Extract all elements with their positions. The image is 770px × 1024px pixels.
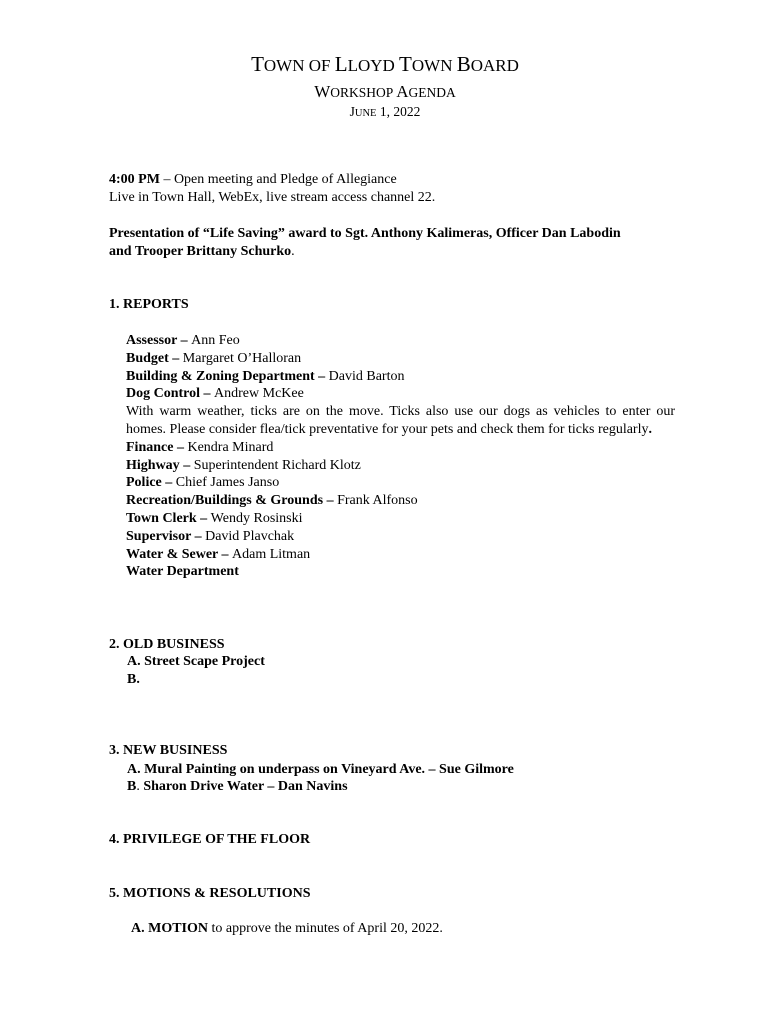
opening-location: Live in Town Hall, WebEx, live stream access channel 22. [109,190,436,205]
reports-list [126,332,675,581]
new-business-item-b: B. Sharon Drive Water – Dan Navins [127,779,348,794]
report-label: Finance [126,439,174,455]
opening-time: 4:00 PM [109,172,160,187]
report-person: Adam Litman [232,546,311,562]
presentation-section: Presentation of “Life Saving” award to Sgt. Anthony Kalimeras, Officer Dan Labodin and Trooper Brittany Schurko. [109,226,621,259]
report-item: Water & Sewer – Adam Litman [126,546,311,562]
report-label: Water & Sewer [126,546,219,562]
report-person: David Plavchak [205,528,295,544]
reports-heading: 1. REPORTS [109,297,189,312]
document-subtitle: WORKSHOP AGENDA [314,82,456,101]
report-label: Budget [126,350,169,366]
report-person: Kendra Minard [187,439,274,455]
report-label: Supervisor [126,528,192,544]
report-label: Police [126,475,162,491]
report-person: Andrew McKee [214,386,304,402]
new-business-item-a: A. Mural Painting on underpass on Vineyard Ave. – Sue Gilmore [127,762,514,777]
report-person: Superintendent Richard Klotz [193,457,361,473]
dog-control-note: With warm weather, ticks are on the move. Ticks also use our dogs as vehicles to enter our homes. Please consider flea/tick preventative for your pets and check them for ticks regularly. [126,404,675,437]
report-label: Water Department [126,564,239,580]
report-item: Highway – Superintendent Richard Klotz [126,457,361,473]
document-date: JUNE 1, 2022 [349,104,421,119]
report-item: Assessor – Ann Feo [126,333,240,348]
motions-heading: 5. MOTIONS & RESOLUTIONS [109,886,311,901]
report-item: Dog Control – Andrew McKee [126,386,304,402]
report-label: Town Clerk [126,510,197,526]
report-label: Building & Zoning Department [126,368,315,384]
opening-text: Open meeting and Pledge of Allegiance [173,172,397,187]
privilege-heading: 4. PRIVILEGE OF THE FLOOR [109,832,311,847]
report-person: David Barton [328,368,405,384]
report-item: Finance – Kendra Minard [126,439,274,455]
report-person: Frank Alfonso [337,493,418,509]
report-person: Wendy Rosinski [210,510,303,526]
report-item [126,563,675,581]
report-label: Highway [126,457,180,473]
report-label: Assessor [126,333,178,348]
report-item: Building & Zoning Department – David Barton [126,368,405,384]
old-business-item-a: A. Street Scape Project [127,654,265,669]
report-person: Chief James Janso [175,475,280,491]
old-business-heading: 2. OLD BUSINESS [109,637,225,652]
report-item: Supervisor – David Plavchak [126,528,295,544]
new-business-heading: 3. NEW BUSINESS [109,743,228,758]
report-label: Recreation/Buildings & Grounds [126,493,324,509]
report-item: Recreation/Buildings & Grounds – Frank Alfonso [126,493,418,509]
old-business-item-b: B. [127,672,140,687]
opening-section: 4:00 PM – Open meeting and Pledge of Allegiance Live in Town Hall, WebEx, live stream access channel 22. [109,171,675,207]
report-item: Budget – Margaret O’Halloran [126,350,302,366]
report-item: Town Clerk – Wendy Rosinski [126,510,303,526]
report-person: Margaret O’Halloran [182,350,302,366]
document-title: TOWN OF LLOYD TOWN BOARD [251,52,519,76]
motion-item-a: A. MOTION to approve the minutes of April 20, 2022. [131,921,443,936]
report-person: Ann Feo [191,333,240,348]
report-item: Police – Chief James Janso [126,475,280,491]
report-label: Dog Control [126,386,201,402]
